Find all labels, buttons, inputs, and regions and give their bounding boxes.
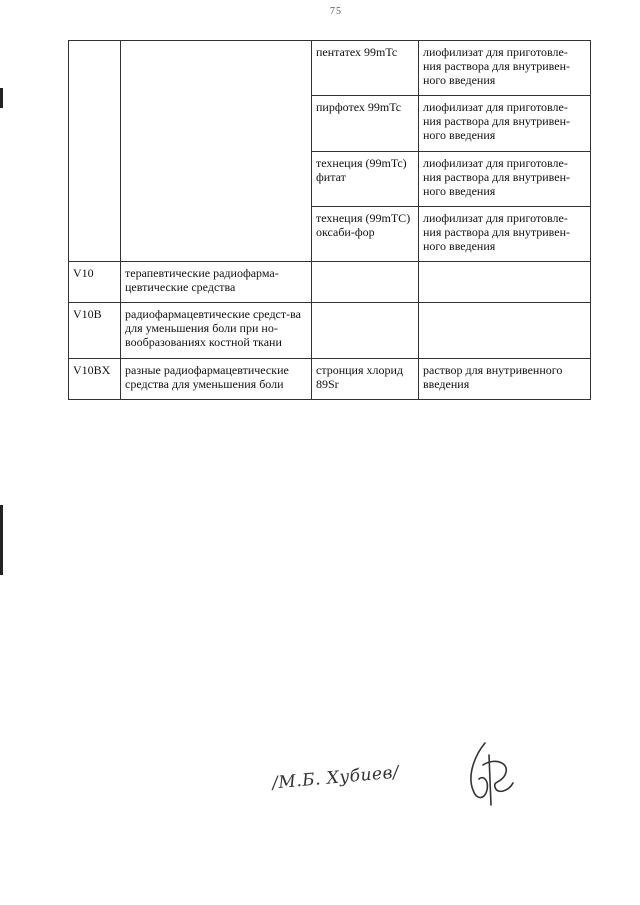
drug-cell: стронция хлорид 89Sr [312,359,419,400]
form-cell: лиофилизат для приготовле-ния раствора для внутривен-ного введения [419,207,591,262]
code-cell: V10BX [69,359,121,400]
scan-edge-bottom [0,505,3,575]
scan-edge-top [0,88,3,108]
page-number: 75 [330,6,342,17]
code-cell: V10B [69,303,121,359]
table-row [69,41,591,96]
form-cell: лиофилизат для приготовле-ния раствора для внутривен-ного введения [419,152,591,207]
drug-cell: технеция (99mTc) фитат [312,152,419,207]
code-cell-empty [69,41,121,262]
form-cell: лиофилизат для приготовле-ния раствора для внутривен-ного введения [419,41,591,96]
form-cell: раствор для внутривенного введения [419,359,591,400]
table-row [69,303,591,359]
table-row [69,262,591,303]
drug-cell: пирфотех 99mTc [312,96,419,152]
form-cell [419,262,591,303]
drug-cell [312,303,419,359]
name-cell-empty [121,41,312,262]
form-cell [419,303,591,359]
signature-mark [455,735,525,815]
table-row [69,359,591,400]
name-cell: радиофармацевтические средст-ва для уменьшения боли при но-вообразованиях костной ткани [121,303,312,359]
signature-text: /М.Б. Хубиев/ [271,762,400,794]
drug-cell: технеция (99mTC) оксаби-фор [312,207,419,262]
drug-table [68,40,591,400]
code-cell: V10 [69,262,121,303]
drug-cell [312,262,419,303]
name-cell: терапевтические радиофарма-цевтические средства [121,262,312,303]
form-cell: лиофилизат для приготовле-ния раствора для внутривен-ного введения [419,96,591,152]
drug-cell: пентатех 99mTc [312,41,419,96]
name-cell: разные радиофармацевтические средства для уменьшения боли [121,359,312,400]
